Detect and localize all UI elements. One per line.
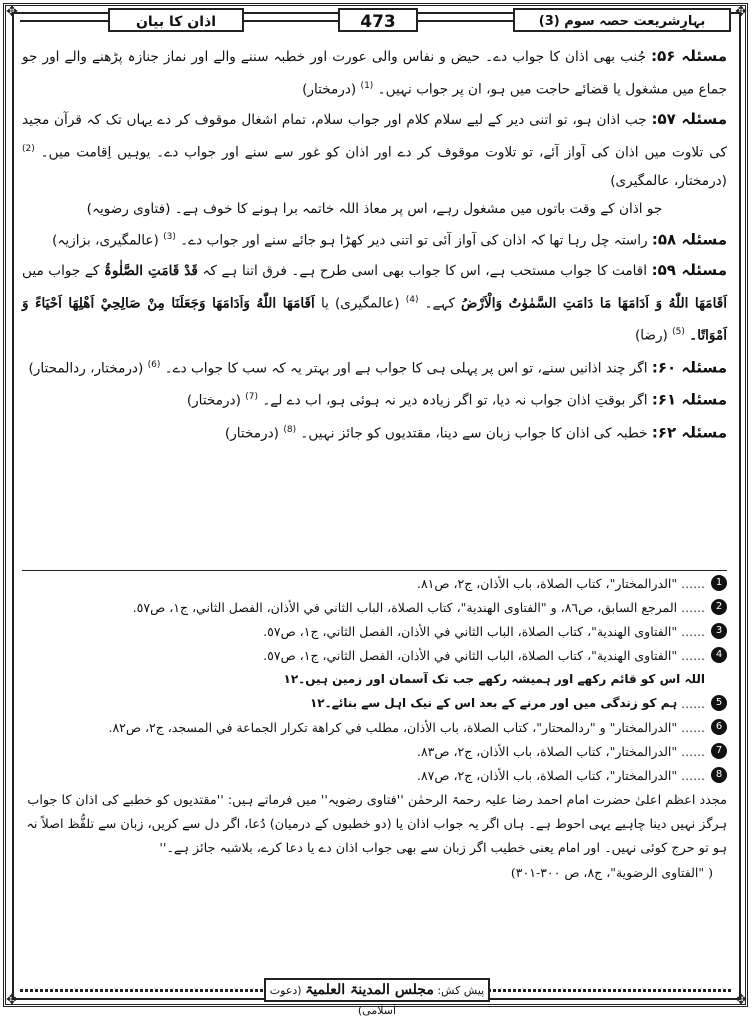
masala-label: مسئلہ ۵۷:: [651, 109, 728, 128]
footnote-translation: اللہ اس کو قائم رکھے اور ہمیشہ رکھے جب تک آسمان اور زمین ہیں۔۱۲: [283, 672, 705, 686]
publisher-sub: (دعوت اسلامی): [269, 984, 397, 1017]
masala-text: جُنب بھی اذان کا جواب دے۔ حیض و نفاس والی عورت اور خطبہ سننے والے اور نماز جنازہ پڑھنے والے اور جو جماع میں مشغول یا قضائے حاجت میں ہو، ان پر جواب نہیں۔: [22, 49, 727, 98]
corner-ornament: ✥: [735, 4, 747, 20]
footnote-text: "الدرالمختار" و "ردالمحتار"، كتاب الصلاة، باب الأذان، مطلب في كراهة تكرار الجماعة في المسجد، ج٢، ص٨٢.: [108, 719, 678, 735]
masala-text: اقامت کا جواب مستحب ہے، اس کا جواب بھی اسی طرح ہے۔ فرق اتنا ہے کہ: [202, 262, 648, 279]
masala-source: (رضا): [634, 327, 668, 344]
masala-label: مسئلہ ۶۲:: [651, 423, 727, 442]
page-footer: [20, 978, 733, 1017]
masala-source: (عالمگیری) یا: [320, 295, 400, 312]
footnote-text: "الدرالمختار"، كتاب الصلاة، باب الأذان، ج٢، ص٨٧.: [416, 767, 678, 783]
footnote-text: "الدرالمختار"، كتاب الصلاة، باب الأذان، ج٢، ص٨١.: [416, 575, 678, 591]
footnote-ref[interactable]: (2): [22, 143, 35, 154]
masala-61: [22, 383, 727, 416]
footnote-ref[interactable]: (3): [163, 232, 176, 243]
book-title: بہارِشریعت حصہ سوم (3): [513, 8, 731, 32]
arabic-phrase: قَدْ قَامَتِ الصَّلٰوۃُ: [103, 262, 198, 279]
footer-rule: [20, 989, 266, 992]
masala-label: مسئلہ ۵۹:: [651, 260, 727, 279]
arabic-phrase: اَقَامَهَا اللّٰهُ وَاَدَامَهَا وَجَعَلَنَا مِنْ صَالِحِيْ اَهْلِهَا اَحْيَاءً وَ اَمْوَاتًا۔: [22, 295, 727, 344]
footnote-item: 8 ...... "الدرالمختار"، كتاب الصلاة، باب الأذان، ج٢، ص٨٧.: [22, 763, 727, 787]
footer-prefix: پیش کش:: [437, 984, 485, 997]
masala-source: (درمختار): [224, 425, 279, 442]
footnote-item: 1 ...... "الدرالمختار"، كتاب الصلاة، باب الأذان، ج٢، ص٨١.: [22, 571, 727, 595]
footnote-number: 5: [711, 695, 727, 711]
footnote-ref[interactable]: (1): [360, 81, 374, 91]
footnote-number: 3: [711, 623, 727, 639]
footnote-number: 7: [711, 743, 727, 759]
corner-ornament: ✥: [735, 992, 747, 1008]
masala-text: خطبہ کی اذان کا جواب زبان سے دینا، مقتدیوں کو جائز نہیں۔: [300, 425, 648, 442]
header-rule: [242, 20, 340, 22]
masala-source: (درمختار، ردالمحتار): [28, 360, 144, 377]
footnote-ref[interactable]: (6): [147, 359, 161, 370]
masala-text: جب اذان ہو، تو اتنی دیر کے لیے سلام کلام اور جواب سلام، تمام اشغال موقوف کر دے یہاں تک کہ قرآن مجید کی تلاوت میں اذان کی آواز آئے، تو تلاوت موقوف کر دے اور اذان کو غور سے سنے اور جواب دے۔ یوہیں اِقامت میں۔: [22, 111, 728, 161]
page-number: 473: [338, 8, 418, 32]
footnote-item: 4 ...... "الفتاوى الهندية"، كتاب الصلاة، الباب الثاني في الأذان، الفصل الثاني، ج١، ص٥٧.: [22, 643, 727, 667]
header-rule: [416, 20, 515, 22]
footnote-ref[interactable]: (7): [245, 392, 258, 403]
masala-56: [22, 42, 727, 105]
footnote-item: 7 ...... "الدرالمختار"، كتاب الصلاة، باب الأذان، ج٢، ص٨٣.: [22, 739, 727, 763]
footnote-number: 1: [711, 575, 727, 591]
publisher-name: مجلس المدینۃ العلمیۃ: [305, 982, 434, 998]
corner-ornament: ✥: [6, 4, 18, 20]
footnote-text: "الفتاوى الهندية"، كتاب الصلاة، الباب الثاني في الأذان، الفصل الثاني، ج١، ص٥٧.: [263, 623, 678, 639]
footnote-number: 8: [711, 767, 727, 783]
masala-text: اگر بوقتِ اذان جواب نہ دیا، تو اگر زیادہ دیر نہ ہوئی ہو، اب دے لے۔: [262, 392, 648, 409]
footnote-ref[interactable]: (8): [283, 424, 297, 435]
footnote-item: 6 ...... "الدرالمختار" و "ردالمحتار"، كتاب الصلاة، باب الأذان، مطلب في كراهة تكرار الجماعة في المسجد، ج٢، ص٨٢.: [22, 715, 727, 739]
footnote-item: 2 ...... المرجع السابق، ص٨٦، و "الفتاوى الهندية"، كتاب الصلاة، الباب الثاني في الأذان، الفصل الثاني، ج١، ص٥٧.: [22, 595, 727, 619]
masala-label: مسئلہ ۵۸:: [651, 230, 727, 249]
closing-reference: ( "الفتاوى الرضوية"، ج٨، ص ٣٠٠-٣٠١): [510, 865, 713, 880]
masala-59: [22, 256, 727, 351]
footnote-number: 4: [711, 647, 727, 663]
footer-rule: [488, 989, 733, 992]
fatawa-note: جو اذان کے وقت باتوں میں مشغول رہے، اس پر معاذ اللہ خاتمہ برا ہونے کا خوف ہے۔ (فتاوی رضویہ): [86, 201, 663, 218]
corner-ornament: ✥: [6, 992, 18, 1008]
masala-58: [22, 223, 727, 256]
footnote-number: 6: [711, 719, 727, 735]
masala-label: مسئلہ ۶۱:: [651, 390, 727, 409]
footnote-text: "الفتاوى الهندية"، كتاب الصلاة، الباب الثاني في الأذان، الفصل الثاني، ج١، ص٥٧.: [263, 647, 678, 663]
masala-source: (درمختار، عالمگیری): [610, 173, 727, 190]
publisher-credit: [264, 978, 490, 1017]
closing-comment: مجدد اعظم اعلیٰ حضرت امام احمد رضا علیہ رحمۃ الرحمٰن ''فتاوی رضویہ'' میں فرماتے ہیں: ''مقتدیوں کو خطبے کی اذان کا جواب ہرگز نہیں دینا چاہیے یہی احوط ہے۔ ہاں اگر یہ جواب اذان یا (دو خطبوں کے درمیان) دُعا، اگر دل سے کریں، زبان سے تلفُّظ اصلاً نہ ہو تو حرج کوئی نہیں۔ اور امام یعنی خطیب اگر زبان سے بھی جواب اذان دے یا دعا کرے، بلاشبہ جائز ہے۔'': [26, 793, 727, 856]
masala-text: کے جواب میں: [22, 262, 100, 279]
footnote-number: 2: [711, 599, 727, 615]
masala-text: راستہ چل رہا تھا کہ اذان کی آواز آئی تو اتنی دیر کھڑا ہو جائے سنے اور جواب دے۔: [180, 232, 648, 249]
header-rule: [20, 20, 110, 22]
arabic-phrase: اَقَامَهَا اللّٰهُ وَ اَدَامَهَا مَا دَامَتِ السَّمٰوٰتُ وَالْاَرْضُ: [461, 295, 727, 312]
footnotes-section: [22, 570, 727, 885]
footnote-ref[interactable]: (4): [405, 294, 419, 305]
masala-source: (درمختار): [186, 392, 241, 409]
footnote-item: 3 ...... "الفتاوى الهندية"، كتاب الصلاة، الباب الثاني في الأذان، الفصل الثاني، ج١، ص٥٧.: [22, 619, 727, 643]
footnote-item: 5 ...... ہم کو زندگی میں اور مرنے کے بعد اس کے نیک اہل سے بنائے۔۱۲: [22, 691, 727, 715]
masala-source: (درمختار): [302, 81, 357, 98]
main-text: [22, 42, 727, 448]
footnote-text: المرجع السابق، ص٨٦، و "الفتاوى الهندية"، كتاب الصلاة، الباب الثاني في الأذان، الفصل الثاني، ج١، ص٥٧.: [132, 599, 678, 615]
masala-label: مسئلہ ۶۰:: [651, 358, 727, 377]
masala-text: اگر چند اذانیں سنے، تو اس پر پہلی ہی کا جواب ہے اور بہتر یہ کہ سب کا جواب دے۔: [164, 360, 648, 377]
masala-57: [22, 105, 727, 197]
masala-60: [22, 351, 727, 384]
footnote-ref[interactable]: (5): [672, 327, 685, 338]
masala-62: [22, 416, 727, 449]
masala-source: (عالمگیری، بزازیہ): [52, 232, 159, 249]
page-header: [20, 8, 733, 34]
chapter-title: اذان کا بیان: [108, 8, 244, 32]
footnote-text: ہم کو زندگی میں اور مرنے کے بعد اس کے نیک اہل سے بنائے۔۱۲: [309, 696, 678, 710]
masala-text: کہے۔: [424, 295, 455, 312]
footnote-text: "الدرالمختار"، كتاب الصلاة، باب الأذان، ج٢، ص٨٣.: [416, 743, 678, 759]
masala-label: مسئلہ ۵۶:: [651, 47, 727, 65]
